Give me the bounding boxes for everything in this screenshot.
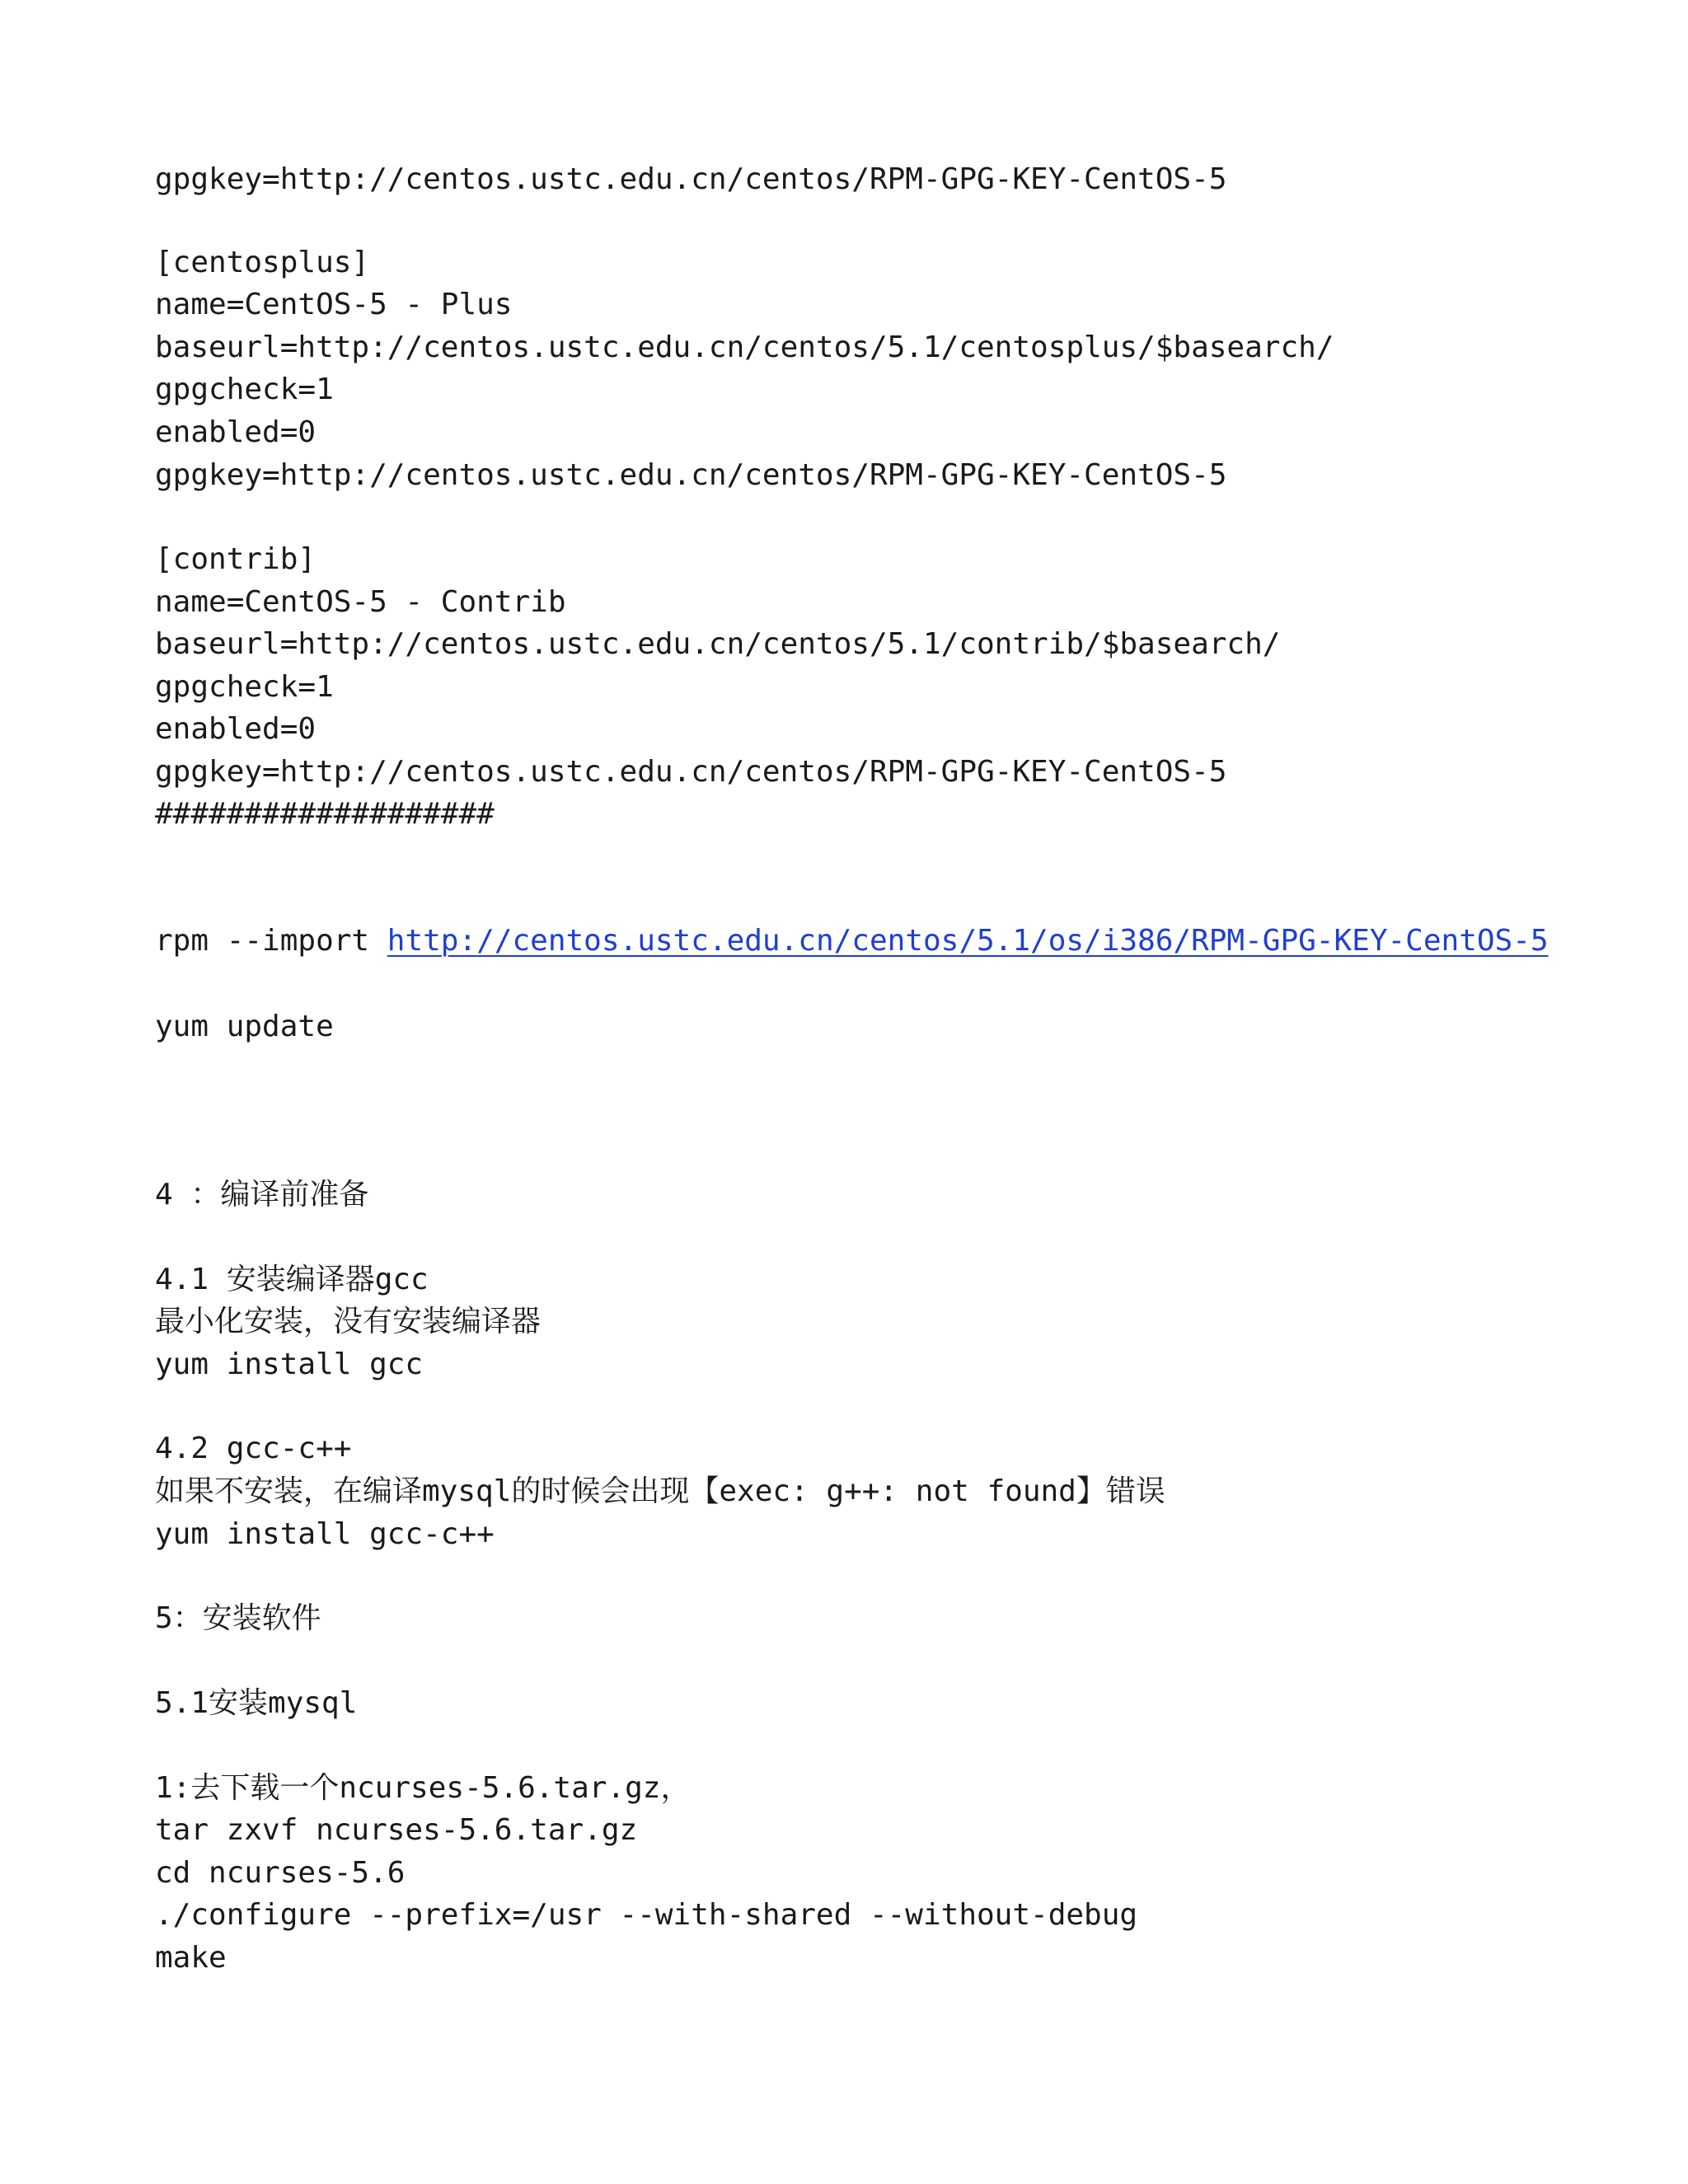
- text-line: yum install gcc-c++: [155, 1517, 495, 1551]
- text-line: gpgkey=http://centos.ustc.edu.cn/centos/RPM-GPG-KEY-CentOS-5: [155, 458, 1227, 492]
- rpm-import-line: [155, 923, 1549, 959]
- subsection-heading: 5.1安装mysql: [155, 1686, 358, 1720]
- text-line: cd ncurses-5.6: [155, 1856, 406, 1890]
- text-line: 1:去下载一个ncurses-5.6.tar.gz，: [155, 1771, 691, 1805]
- subsection-heading: 4.1 安装编译器gcc: [155, 1263, 429, 1296]
- text-line: gpgkey=http://centos.ustc.edu.cn/centos/RPM-GPG-KEY-CentOS-5: [155, 755, 1227, 789]
- section-heading: 4 ：编译前准备: [155, 1178, 369, 1212]
- text-line: gpgcheck=1: [155, 670, 334, 704]
- text-line: ###################: [155, 797, 495, 831]
- text-line: gpgkey=http://centos.ustc.edu.cn/centos/RPM-GPG-KEY-CentOS-5: [155, 162, 1227, 196]
- text-line: name=CentOS-5 - Plus: [155, 288, 513, 321]
- text-line: yum update: [155, 1010, 334, 1043]
- subsection-heading: 4.2 gcc-c++: [155, 1432, 352, 1465]
- text-line: baseurl=http://centos.ustc.edu.cn/centos/5.1/contrib/$basearch/: [155, 627, 1281, 661]
- text-line: gpgcheck=1: [155, 373, 334, 406]
- text-line: 如果不安装，在编译mysql的时候会出现【exec: g++: not found】错误: [155, 1474, 1165, 1508]
- section-heading: 5：安装软件: [155, 1601, 321, 1635]
- text-line: baseurl=http://centos.ustc.edu.cn/centos/5.1/centosplus/$basearch/: [155, 330, 1334, 364]
- text-line: 最小化安装，没有安装编译器: [155, 1305, 542, 1338]
- rpm-import-command: rpm --import: [155, 924, 387, 958]
- text-line: ./configure --prefix=/usr --with-shared --without-debug: [155, 1898, 1138, 1932]
- text-line: [contrib]: [155, 542, 316, 576]
- rpm-gpg-key-link[interactable]: http://centos.ustc.edu.cn/centos/5.1/os/i386/RPM-GPG-KEY-CentOS-5: [387, 924, 1549, 958]
- text-line: tar zxvf ncurses-5.6.tar.gz: [155, 1813, 638, 1847]
- text-line: [centosplus]: [155, 246, 370, 279]
- text-line: enabled=0: [155, 712, 316, 746]
- text-line: make: [155, 1941, 227, 1975]
- text-line: name=CentOS-5 - Contrib: [155, 585, 566, 619]
- text-line: yum install gcc: [155, 1347, 424, 1381]
- text-line: enabled=0: [155, 415, 316, 449]
